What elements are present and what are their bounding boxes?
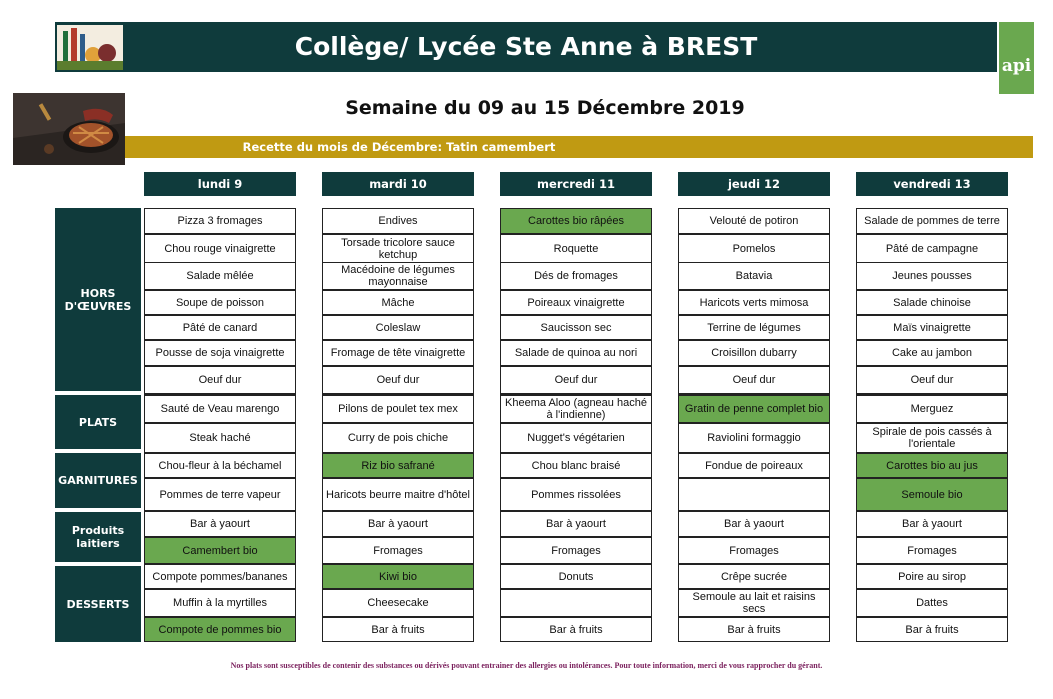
menu-cell: Haricots beurre maitre d'hôtel bbox=[326, 488, 470, 501]
menu-cell: Macédoine de légumes mayonnaise bbox=[341, 264, 455, 288]
menu-cell: Bar à fruits bbox=[549, 623, 603, 636]
menu-cell: Terrine de légumes bbox=[707, 321, 801, 334]
menu-cell: Roquette bbox=[553, 242, 599, 255]
menu-cell: Salade de pommes de terre bbox=[864, 215, 1000, 227]
menu-cell: Compote pommes/bananes bbox=[152, 570, 288, 583]
api-logo-text: api bbox=[1001, 56, 1032, 76]
menu-cell: Camembert bio bbox=[145, 538, 295, 563]
menu-cell: Pousse de soja vinaigrette bbox=[155, 347, 285, 359]
menu-cell: Pizza 3 fromages bbox=[177, 215, 263, 227]
day-header-tuesday: mardi 10 bbox=[322, 172, 474, 196]
category-garnitures: GARNITURES bbox=[55, 453, 141, 508]
menu-cell: Semoule au lait et raisins secs bbox=[692, 591, 816, 615]
menu-cell: Raviolini formaggio bbox=[707, 432, 801, 444]
page-title: Collège/ Lycée Ste Anne à BREST bbox=[294, 32, 758, 61]
menu-cell: Dattes bbox=[916, 597, 948, 609]
menu-cell: Bar à yaourt bbox=[190, 518, 250, 530]
menu-cell: Muffin à la myrtilles bbox=[173, 597, 267, 609]
menu-column-wednesday bbox=[500, 208, 652, 642]
menu-cell: Poireaux vinaigrette bbox=[527, 296, 625, 309]
recipe-banner-text: Recette du mois de Décembre: Tatin camembert bbox=[242, 140, 556, 154]
recipe-photo bbox=[13, 93, 125, 165]
menu-cell: Fromages bbox=[907, 544, 957, 557]
day-header-monday: lundi 9 bbox=[144, 172, 296, 196]
menu-cell: Coleslaw bbox=[375, 321, 421, 334]
category-hors-doeuvres: HORS D'ŒUVRES bbox=[55, 208, 141, 391]
menu-cell: Chou rouge vinaigrette bbox=[164, 242, 276, 255]
menu-cell: Semoule bio bbox=[857, 479, 1007, 510]
menu-cell: Bar à yaourt bbox=[546, 518, 606, 530]
menu-cell: Torsade tricolore sauce ketchup bbox=[341, 236, 455, 261]
day-header-friday: vendredi 13 bbox=[856, 172, 1008, 196]
menu-cell: Saucisson sec bbox=[540, 321, 612, 334]
menu-cell: Curry de pois chiche bbox=[347, 432, 449, 444]
category-desserts: DESSERTS bbox=[55, 566, 141, 642]
menu-cell: Steak haché bbox=[189, 432, 251, 444]
category-produits-laitiers: Produits laitiers bbox=[55, 512, 141, 562]
menu-cell: Poire au sirop bbox=[898, 570, 966, 583]
api-logo bbox=[999, 22, 1034, 94]
menu-cell: Oeuf dur bbox=[910, 374, 954, 386]
menu-cell: Soupe de poisson bbox=[175, 296, 265, 309]
menu-cell: Pommes de terre vapeur bbox=[159, 488, 281, 501]
menu-cell: Spirale de pois cassés à l'orientale bbox=[872, 426, 992, 450]
menu-cell: Pomelos bbox=[732, 242, 776, 255]
menu-cell: Dés de fromages bbox=[534, 270, 618, 282]
menu-cell: Batavia bbox=[735, 270, 773, 282]
menu-cell: Chou-fleur à la béchamel bbox=[158, 459, 282, 472]
menu-cell: Fromages bbox=[373, 544, 423, 557]
menu-cell: Bar à fruits bbox=[727, 623, 781, 636]
allergy-footer-note: Nos plats sont susceptibles de contenir des substances ou dérivés pouvant entrainer des allergies ou intolérances. Pour toute information, merci de vous rapprocher du gérant. bbox=[230, 661, 823, 670]
menu-cell: Crêpe sucrée bbox=[720, 570, 788, 583]
menu-cell: Pilons de poulet tex mex bbox=[338, 403, 458, 415]
menu-cell: Gratin de penne complet bio bbox=[679, 396, 829, 422]
day-header-thursday: jeudi 12 bbox=[678, 172, 830, 196]
menu-cell: Riz bio safrané bbox=[323, 454, 473, 477]
menu-cell: Cake au jambon bbox=[891, 347, 973, 359]
menu-column-tuesday bbox=[322, 208, 474, 642]
menu-cell: Bar à fruits bbox=[371, 623, 425, 636]
menu-cell: Carottes bio au jus bbox=[857, 454, 1007, 477]
menu-cell: Pâté de campagne bbox=[885, 242, 979, 255]
menu-column-thursday bbox=[678, 208, 830, 642]
menu-cell: Oeuf dur bbox=[732, 374, 776, 386]
menu-cell: Oeuf dur bbox=[198, 374, 242, 386]
menu-cell: Oeuf dur bbox=[554, 374, 598, 386]
menu-cell: Haricots verts mimosa bbox=[699, 296, 809, 309]
category-plats: PLATS bbox=[55, 395, 141, 449]
menu-cell: Sauté de Veau marengo bbox=[160, 403, 280, 415]
menu-cell: Chou blanc braisé bbox=[531, 459, 621, 472]
menu-cell: Croisillon dubarry bbox=[711, 347, 797, 359]
menu-cell: Pâté de canard bbox=[182, 321, 258, 334]
menu-cell: Fromage de tête vinaigrette bbox=[330, 347, 466, 359]
menu-column-monday bbox=[144, 208, 296, 642]
menu-cell: Bar à yaourt bbox=[724, 518, 784, 530]
menu-cell: Nugget's végétarien bbox=[527, 432, 625, 444]
menu-cell bbox=[501, 590, 651, 616]
menu-cell: Carottes bio râpées bbox=[501, 209, 651, 233]
week-title: Semaine du 09 au 15 Décembre 2019 bbox=[345, 97, 745, 119]
menu-cell: Fromages bbox=[551, 544, 601, 557]
menu-cell: Maïs vinaigrette bbox=[893, 321, 971, 334]
menu-cell: Kheema Aloo (agneau haché à l'indienne) bbox=[505, 397, 647, 421]
menu-cell: Donuts bbox=[558, 570, 594, 583]
menu-cell: Kiwi bio bbox=[323, 565, 473, 588]
menu-cell: Jeunes pousses bbox=[892, 270, 972, 282]
menu-cell: Compote de pommes bio bbox=[145, 618, 295, 641]
day-header-wednesday: mercredi 11 bbox=[500, 172, 652, 196]
menu-cell: Fromages bbox=[729, 544, 779, 557]
menu-cell: Bar à yaourt bbox=[902, 518, 962, 530]
menu-cell: Pommes rissolées bbox=[531, 488, 621, 501]
menu-cell: Merguez bbox=[910, 403, 954, 415]
menu-cell: Salade de quinoa au nori bbox=[514, 347, 638, 359]
menu-cell: Bar à fruits bbox=[905, 623, 959, 636]
menu-column-friday bbox=[856, 208, 1008, 642]
menu-cell: Cheesecake bbox=[367, 597, 429, 609]
menu-cell: Oeuf dur bbox=[376, 374, 420, 386]
menu-cell: Salade chinoise bbox=[893, 296, 971, 309]
menu-cell: Endives bbox=[378, 215, 418, 227]
menu-cell: Velouté de potiron bbox=[709, 215, 799, 227]
menu-cell: Salade mêlée bbox=[186, 270, 254, 282]
menu-cell: Mâche bbox=[381, 296, 415, 309]
menu-cell bbox=[679, 479, 829, 510]
menu-cell: Fondue de poireaux bbox=[705, 459, 803, 472]
menu-cell: Bar à yaourt bbox=[368, 518, 428, 530]
